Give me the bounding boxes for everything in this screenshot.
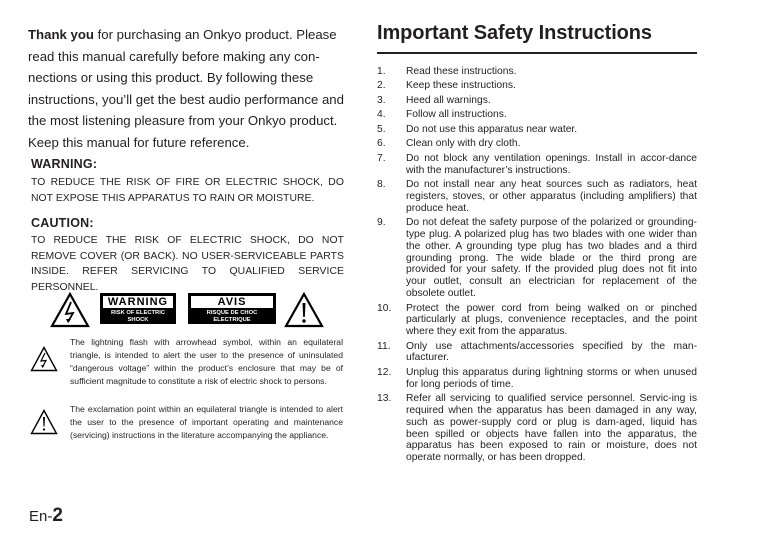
avis-label-line2: NE PAS OUVRIR <box>209 324 255 330</box>
page-prefix: En- <box>29 508 53 525</box>
instruction-number: 2. <box>377 80 386 92</box>
exclamation-triangle-icon <box>284 292 324 328</box>
instruction-text: Unplug this apparatus during lightning storms or when unused for long periods of time. <box>406 366 697 390</box>
instruction-number: 3. <box>377 94 386 106</box>
title-rule <box>377 52 697 54</box>
instruction-number: 7. <box>377 152 386 164</box>
section-title: Important Safety Instructions <box>377 22 652 44</box>
page-number <box>29 505 63 527</box>
caution-heading: CAUTION: <box>31 216 94 230</box>
instruction-item <box>377 80 697 92</box>
instruction-text: Refer all servicing to qualified service personnel. Servic-ing is required when the apparatus has been damaged in any way, such as power-supply cord or plug is dam-aged, liquid has been spilled or objects have fallen into the apparatus, the apparatus has been exposed to rain or moisture, does not operate normally, or has been dropped. <box>406 393 697 464</box>
avis-label-title: AVIS <box>190 295 274 309</box>
instruction-number: 12. <box>377 366 392 378</box>
instruction-text: Only use attachments/accessories specified by the man-ufacturer. <box>406 340 697 364</box>
instruction-item <box>377 179 697 214</box>
instruction-text: Do not install near any heat sources such as radiators, heat registers, stoves, or other apparatus (including amplifiers) that produce heat. <box>406 179 697 214</box>
exclamation-symbol-note: The exclamation point within an equilateral triangle is intended to alert the user to the presence of important operating and maintenance (servicing) instructions in the literature accompanying the appliance. <box>70 404 343 440</box>
instruction-number: 11. <box>377 340 391 352</box>
intro-paragraph <box>28 24 348 154</box>
warning-label-line2: DO NOT OPEN <box>117 324 159 330</box>
instruction-item <box>377 393 697 464</box>
caution-text: TO REDUCE THE RISK OF ELECTRIC SHOCK, DO NOT REMOVE COVER (OR BACK). NO USER-SERVICEABLE PARTS INSIDE. REFER SERVICING TO QUALIFIED SERVICE PERSONNEL. <box>31 235 344 293</box>
instruction-number: 6. <box>377 138 386 150</box>
instruction-number: 9. <box>377 217 386 229</box>
instruction-text: Clean only with dry cloth. <box>406 138 521 150</box>
instruction-item <box>377 303 697 338</box>
warning-label <box>100 293 176 330</box>
exclamation-symbol-icon <box>30 409 58 435</box>
avis-label <box>188 293 276 330</box>
warning-label-row <box>50 292 340 332</box>
instruction-text: Do not use this apparatus near water. <box>406 123 578 135</box>
instruction-number: 13. <box>377 393 392 405</box>
instruction-text: Read these instructions. <box>406 66 517 77</box>
instruction-text: Keep these instructions. <box>406 80 516 92</box>
instruction-item <box>377 66 697 78</box>
instruction-item <box>377 138 697 150</box>
instruction-number: 5. <box>377 123 386 135</box>
warning-text: TO REDUCE THE RISK OF FIRE OR ELECTRIC SHOCK, DO NOT EXPOSE THIS APPARATUS TO RAIN OR MOISTURE. <box>31 177 344 204</box>
lightning-symbol-note: The lightning flash with arrowhead symbol, within an equilateral triangle, is intended to alert the user to the presence of uninsulated “dangerous voltage” within the product’s enclosure that may be of sufficient magnitude to constitute a risk of electric shock to persons. <box>70 337 343 386</box>
instruction-text: Do not block any ventilation openings. Install in accor-dance with the manufacturer’s instructions. <box>406 152 697 176</box>
intro-text: for purchasing an Onkyo product. Please read this manual carefully before making any con-nections or using this product. By following these instructions, you’ll get the best audio performance and the most listening pleasure from your Onkyo product. Keep this manual for future reference. <box>28 27 344 150</box>
instruction-text: Follow all instructions. <box>406 109 507 121</box>
warning-label-title: WARNING <box>102 295 174 309</box>
instruction-item <box>377 217 697 300</box>
instruction-item <box>377 124 697 136</box>
instruction-item <box>377 367 697 391</box>
instruction-item <box>377 341 697 365</box>
lightning-symbol-icon <box>30 346 58 372</box>
warning-label-line1: RISK OF ELECTRIC SHOCK <box>110 310 166 323</box>
instruction-text: Heed all warnings. <box>406 94 491 106</box>
instruction-item <box>377 109 697 121</box>
intro-bold: Thank you <box>28 27 94 42</box>
warning-heading: WARNING: <box>31 157 98 171</box>
instruction-number: 10. <box>377 302 392 314</box>
instruction-text: Protect the power cord from being walked on or pinched particularly at plugs, convenience receptacles, and the point where they exit from the apparatus. <box>406 302 697 338</box>
page-number-value: 2 <box>52 505 63 526</box>
instruction-item <box>377 95 697 107</box>
lightning-triangle-icon <box>50 292 90 328</box>
avis-label-line1: RISQUE DE CHOC ELECTRIQUE <box>206 310 258 323</box>
instructions-list <box>377 66 697 467</box>
instruction-text: Do not defeat the safety purpose of the polarized or grounding-type plug. A polarized plug has two blades with one wider than the other. A grounding type plug has two blades and a third grounding prong. The wide blade or the third prong are provided for your safety. If the provided plug does not fit into your outlet, consult an electrician for replacement of the obsolete outlet. <box>406 217 697 300</box>
instruction-number: 4. <box>377 109 386 121</box>
instruction-number: 8. <box>377 179 386 191</box>
instruction-number: 1. <box>377 66 386 77</box>
instruction-item <box>377 153 697 177</box>
